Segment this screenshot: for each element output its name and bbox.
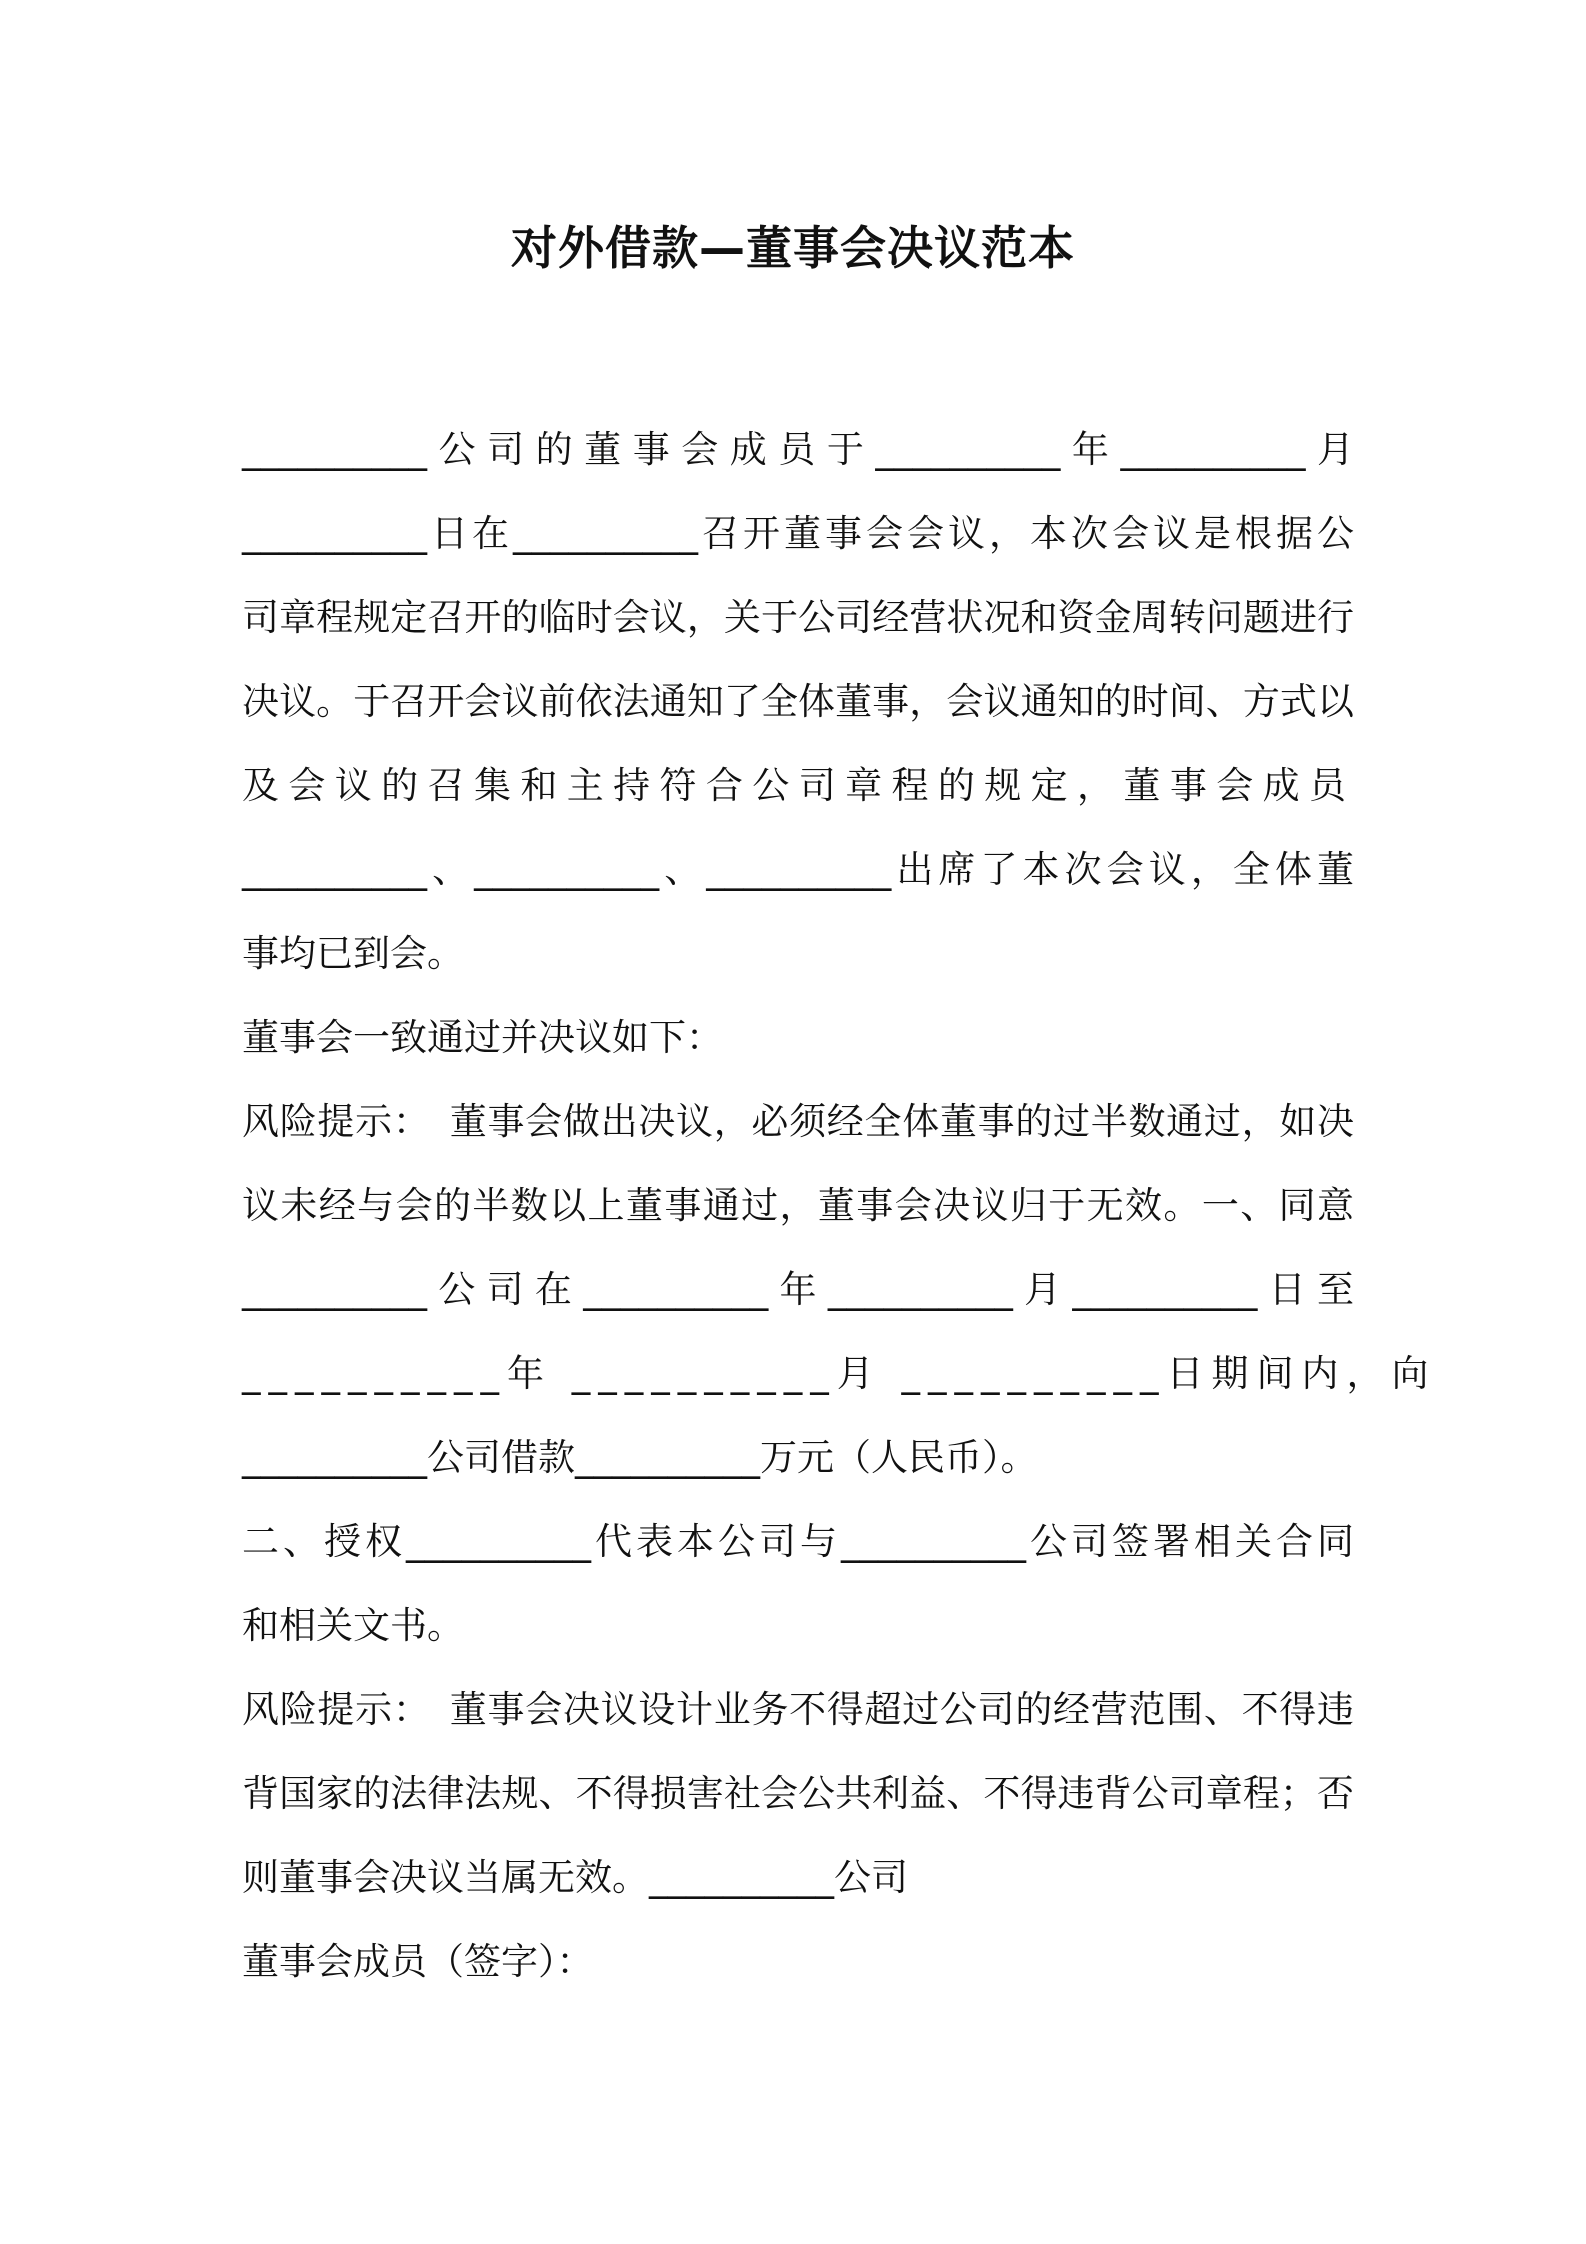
fill-blank: __________: [242, 1268, 427, 1311]
risk-note-1-line-2: 议未经与会的半数以上董事通过，董事会决议归于无效。一、同意: [242, 1184, 1354, 1227]
fill-blank: __________: [242, 848, 427, 891]
resolution-2-line-2: 和相关文书。: [242, 1604, 464, 1647]
fill-blank: __________: [242, 1352, 507, 1395]
fill-blank: __________: [1120, 428, 1306, 471]
fill-blank: __________: [901, 1352, 1167, 1395]
resolution-1-line-3: __________公司借款__________万元（人民币）。: [242, 1416, 1354, 1500]
fill-blank: __________: [575, 1436, 760, 1479]
fill-blank: __________: [513, 512, 698, 555]
fill-blank: __________: [649, 1856, 834, 1899]
document-title: 对外借款—董事会决议范本: [511, 221, 1075, 275]
paragraph-line-1: __________公司的董事会成员于__________年__________月: [242, 408, 1354, 492]
risk-note-2-line-3: 则董事会决议当属无效。__________公司: [242, 1836, 1354, 1920]
paragraph-line-3: 司章程规定召开的临时会议，关于公司经营状况和资金周转问题进行: [242, 596, 1354, 639]
resolution-1-line-1: __________公司在__________年__________月__________日至: [242, 1248, 1354, 1332]
fill-blank: __________: [571, 1352, 837, 1395]
document-body: [242, 408, 1437, 2004]
risk-note-2-line-2: 背国家的法律法规、不得损害社会公共利益、不得违背公司章程；否: [242, 1772, 1354, 1815]
fill-blank: __________: [841, 1520, 1026, 1563]
signature-label: 董事会成员（签字）：: [242, 1940, 594, 1983]
fill-blank: __________: [827, 1268, 1013, 1311]
fill-blank: __________: [242, 512, 427, 555]
fill-blank: __________: [1072, 1268, 1258, 1311]
fill-blank: __________: [406, 1520, 591, 1563]
risk-note-1-line-1: 风险提示： 董事会做出决议，必须经全体董事的过半数通过，如决: [242, 1100, 1354, 1143]
paragraph-line-2: __________日在__________召开董事会会议，本次会议是根据公: [242, 492, 1354, 576]
fill-blank: __________: [583, 1268, 769, 1311]
fill-blank: __________: [242, 1436, 427, 1479]
fill-blank: __________: [875, 428, 1061, 471]
fill-blank: __________: [706, 848, 892, 891]
resolution-2-line-1: 二、授权__________代表本公司与__________公司签署相关合同: [242, 1500, 1354, 1584]
fill-blank: __________: [242, 428, 427, 471]
fill-blank: __________: [474, 848, 660, 891]
risk-note-2-line-1: 风险提示： 董事会决议设计业务不得超过公司的经营范围、不得违: [242, 1688, 1354, 1731]
resolution-1-line-2: __________年 __________月 __________日期间内，向: [242, 1332, 1354, 1416]
paragraph-line-5: 及会议的召集和主持符合公司章程的规定，董事会成员: [242, 764, 1354, 807]
paragraph-line-6: __________、__________、__________出席了本次会议，全体董: [242, 828, 1354, 912]
paragraph-line-7: 事均已到会。: [242, 932, 464, 975]
paragraph-line-4: 决议。于召开会议前依法通知了全体董事，会议通知的时间、方式以: [242, 680, 1354, 723]
resolution-intro: 董事会一致通过并决议如下：: [242, 1016, 723, 1059]
